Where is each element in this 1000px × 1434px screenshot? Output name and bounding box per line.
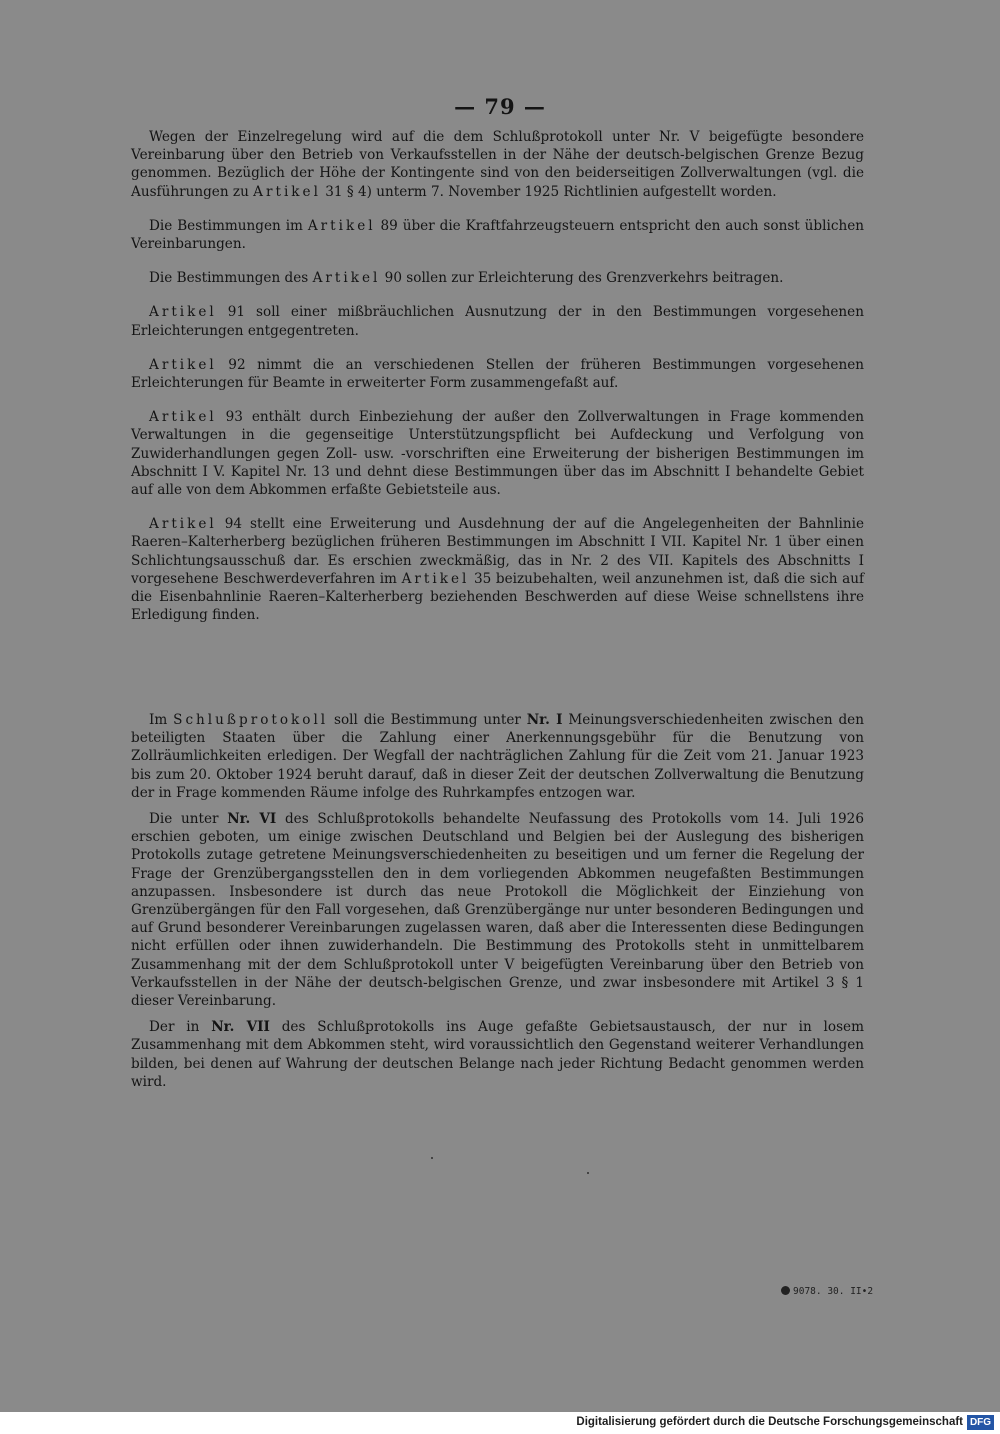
paragraph	[131, 810, 864, 1010]
paragraph	[131, 1018, 864, 1091]
text-run: 92 nimmt die an verschiedenen Stellen der früheren Bestimmungen vorgesehenen Erleichterungen für Beamte in erweiterter Form zusammengefaßt auf.	[131, 356, 864, 392]
spaced-term: Artikel	[401, 570, 470, 587]
spaced-term: Artikel	[149, 356, 217, 373]
spaced-term: Schlußprotokoll	[173, 712, 329, 728]
text-run: soll die Bestimmung unter	[328, 712, 527, 728]
paragraph	[131, 217, 864, 253]
text-run: 90 sollen zur Erleichterung des Grenzverkehrs beitragen.	[380, 270, 784, 287]
paragraph	[131, 269, 864, 287]
text-run: 89 über die Kraftfahrzeugsteuern entspricht den auch sonst üblichen Vereinbarungen.	[131, 217, 864, 253]
print-mark	[781, 1286, 873, 1297]
spaced-term: Artikel	[149, 409, 217, 426]
spaced-term: Artikel	[307, 217, 376, 234]
text-run: Im	[149, 712, 174, 728]
lower-text-block	[131, 711, 864, 1099]
text-run: des Schlußprotokolls behandelte Neufassung des Protokolls vom 14. Juli 1926 erschien geboten, um einige zwischen Deutschland und Belgien bei der Auslegung des bisherigen Protokolls zutage getretene Meinungsverschiedenheiten zu beseitigen und um ferner die Regelung der Frage der Grenzübergangsstellen den in dem vorliegenden Abkommen neugefaßten Bestimmungen anzupassen. Insbesondere ist durch das neue Protokoll die Möglichkeit der Einziehung von Grenzübergängen für den Fall vorgesehen, daß Grenzübergänge nur unter besonderen Bedingungen und auf Grund besonderer Vereinbarungen zugelassen waren, daß aber die Interessenten diese Bedingungen nicht erfüllen oder ihnen zuwiderhandeln. Die Bestimmung des Protokolls steht in unmittelbarem Zusammenhang mit der dem Schlußprotokoll unter V beigefügten Vereinbarung über den Betrieb von Verkaufsstellen in der Nähe der deutsch-belgischen Grenze, und zwar insbesondere mit Artikel 3 § 1 dieser Vereinbarung.	[131, 811, 864, 1010]
spaced-term: Artikel	[149, 516, 217, 533]
speck	[431, 1157, 433, 1159]
paragraph	[131, 711, 864, 802]
text-run: Meinungsverschiedenheiten zwischen den beteiligten Staaten über die Zahlung einer Anerkennungsgebühr für die Benutzung von Zollräumlichkeiten erledigen. Der Wegfall der nachträglichen Zahlung für die Zeit vom 21. Januar 1923 bis zum 20. Oktober 1924 beruht darauf, daß in dieser Zeit der deutschen Zollverwaltung die Benutzung der in Frage kommenden Räume infolge des Ruhrkampfes entzogen war.	[131, 712, 864, 801]
spaced-term: Artikel	[312, 270, 381, 287]
text-run: 91 soll einer mißbräuchlichen Ausnutzung der in den Bestimmungen vorgesehenen Erleichterungen entgegentreten.	[131, 304, 864, 339]
text-run: Die unter	[149, 811, 228, 828]
text-run: 94 stellt eine Erweiterung und Ausdehnung der auf die Angelegenheiten der Bahnlinie Raeren–Kalterherberg bezüglichen früheren Bestimmungen im Abschnitt I VII. Kapitel Nr. 1 über einen Schlichtungsausschuß dar. Es erschien zweckmäßig, das in Nr. 2 des VII. Kapitels des Abschnitts I vorgesehene Beschwerdeverfahren im	[131, 516, 864, 587]
text-run: des Schlußprotokolls ins Auge gefaßte Gebietsaustausch, der nur in losem Zusammenhang mit dem Abkommen steht, wird voraussichtlich den Gegenstand weiterer Verhandlungen bilden, bei denen auf Wahrung der deutschen Belange nach jeder Richtung Bedacht genommen werden wird.	[131, 1019, 864, 1090]
bold-term: Nr. I	[526, 712, 563, 728]
text-run: Die Bestimmungen im	[149, 217, 308, 234]
paragraph	[131, 303, 864, 339]
paragraph	[131, 408, 864, 499]
text-run: 31 § 4) unterm 7. November 1925 Richtlinien aufgestellt worden.	[320, 183, 777, 200]
upper-text-block	[131, 128, 864, 640]
text-run: 35 beizubehalten, weil anzunehmen ist, daß die sich auf die Eisenbahnlinie Raeren–Kalterherberg beziehenden Beschwerden auf diese Weise schnellstens ihre Erledigung finden.	[131, 570, 864, 624]
printer-seal-icon	[781, 1286, 790, 1295]
text-run: Der in	[149, 1019, 212, 1036]
footer-bar	[0, 1412, 1000, 1434]
spaced-term: Artikel	[253, 183, 321, 200]
text-run: 93 enthält durch Einbeziehung der außer den Zollverwaltungen in Frage kommenden Verwaltungen in die gegenseitige Unterstützungspflicht bei Aufdeckung und Verfolgung von Zuwiderhandlungen gegen Zoll- usw. -vorschriften eine Erweiterung der bisherigen Bestimmungen im Abschnitt I V. Kapitel Nr. 13 und dehnt diese Bestimmungen über das im Abschnitt I behandelte Gebiet auf alle von dem Abkommen erfaßte Gebietsteile aus.	[131, 409, 864, 499]
funding-note: Digitalisierung gefördert durch die Deutsche Forschungsgemeinschaft	[576, 1416, 963, 1428]
bold-term: Nr. VII	[211, 1019, 270, 1036]
page-number: — 79 —	[454, 94, 546, 119]
dfg-logo: DFG	[967, 1415, 994, 1430]
paragraph	[131, 128, 864, 201]
paragraph	[131, 515, 864, 624]
bold-term: Nr. VI	[227, 811, 277, 828]
speck	[587, 1172, 589, 1174]
text-run: Wegen der Einzelregelung wird auf die dem Schlußprotokoll unter Nr. V beigefügte besondere Vereinbarung über den Betrieb von Verkaufsstellen in der Nähe der deutsch-belgischen Grenze Bezug genommen. Bezüglich der Höhe der Kontingente sind von den beiderseitigen Zollverwaltungen (vgl. die Ausführungen zu	[131, 129, 864, 200]
spaced-term: Artikel	[149, 304, 217, 321]
paragraph	[131, 356, 864, 392]
text-run: Die Bestimmungen des	[149, 270, 313, 287]
print-mark-text: 9078. 30. II•2	[793, 1286, 874, 1297]
